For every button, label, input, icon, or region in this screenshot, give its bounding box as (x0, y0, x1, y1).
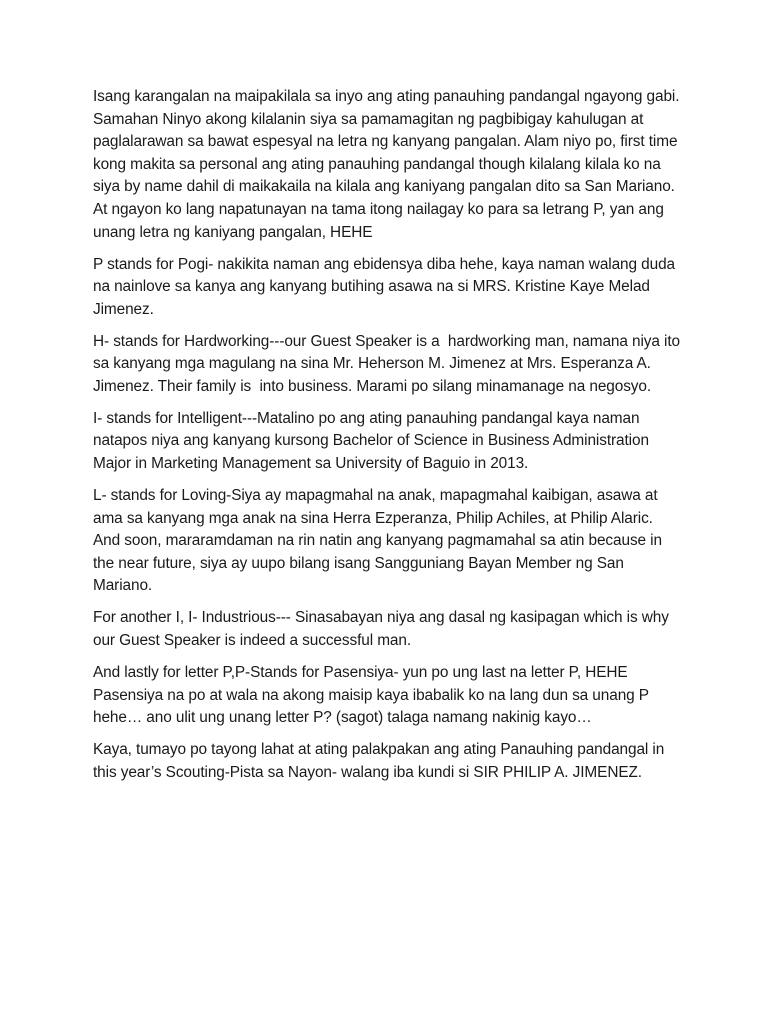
paragraph-closing: Kaya, tumayo po tayong lahat at ating palakpakan ang ating Panauhing pandangal in this year’s Scouting-Pista sa Nayon- walang iba kundi si SIR PHILIP A. JIMENEZ. (93, 741, 669, 781)
paragraph-letter-p-pasensiya: And lastly for letter P,P-Stands for Pasensiya- yun po ung last na letter P, HEHE Pasensiya na po at wala na akong maisip kaya ibabalik ko na lang dun sa unang P hehe… ano ulit ung unang letter P? (sagot) talaga namang nakinig kayo… (93, 664, 653, 727)
paragraph-letter-i-industrious: For another I, I- Industrious--- Sinasabayan niya ang dasal ng kasipagan which is why our Guest Speaker is indeed a successful man. (93, 609, 673, 650)
paragraph-letter-p-pogi: P stands for Pogi- nakikita naman ang ebidensya diba hehe, kaya naman walang duda na nainlove sa kanya ang kanyang butihing asawa na si MRS. Kristine Kaye Melad Jimenez. (93, 255, 680, 318)
paragraph-letter-h-hardworking: H- stands for Hardworking---our Guest Speaker is a hardworking man, namana niya ito sa kanyang mga magulang na sina Mr. Heherson M. Jimenez at Mrs. Esperanza A. Jimenez. Their family is into business. Marami po silang minamanage na negosyo. (93, 332, 685, 395)
paragraph-letter-i-intelligent: I- stands for Intelligent---Matalino po ang ating panauhing pandangal kaya naman natapos niya ang kanyang kursong Bachelor of Science in Business Administration Major in Marketing Management sa University of Baguio in 2013. (93, 409, 654, 473)
paragraph-intro: Isang karangalan na maipakilala sa inyo ang ating panauhing pandangal ngayong gabi. Samahan Ninyo akong kilalanin siya sa pamamagitan ng pagbibigay kahulugan at paglalarawan sa bawat espesyal na letra ng kanyang pangalan. Alam niyo po, first time kong makita sa personal ang ating panauhing pandangal though kilalang kilala ko na siya by name dahil di maikakaila na kilala ang kaniyang pangalan dito sa San Mariano. At ngayon ko lang napatunayan na tama itong nailagay ko para sa letrang P, yan ang unang letra ng kaniyang pangalan, HEHE (93, 88, 684, 241)
paragraph-letter-l-loving: L- stands for Loving-Siya ay mapagmahal na anak, mapagmahal kaibigan, asawa at ama sa kanyang mga anak na sina Herra Ezperanza, Philip Achiles, at Philip Alaric. And soon, mararamdaman na rin natin ang kanyang pagmamahal sa atin because in the near future, siya ay uupo bilang isang Sangguniang Bayan Member ng San Mariano. (93, 487, 667, 595)
document-body (93, 86, 683, 794)
